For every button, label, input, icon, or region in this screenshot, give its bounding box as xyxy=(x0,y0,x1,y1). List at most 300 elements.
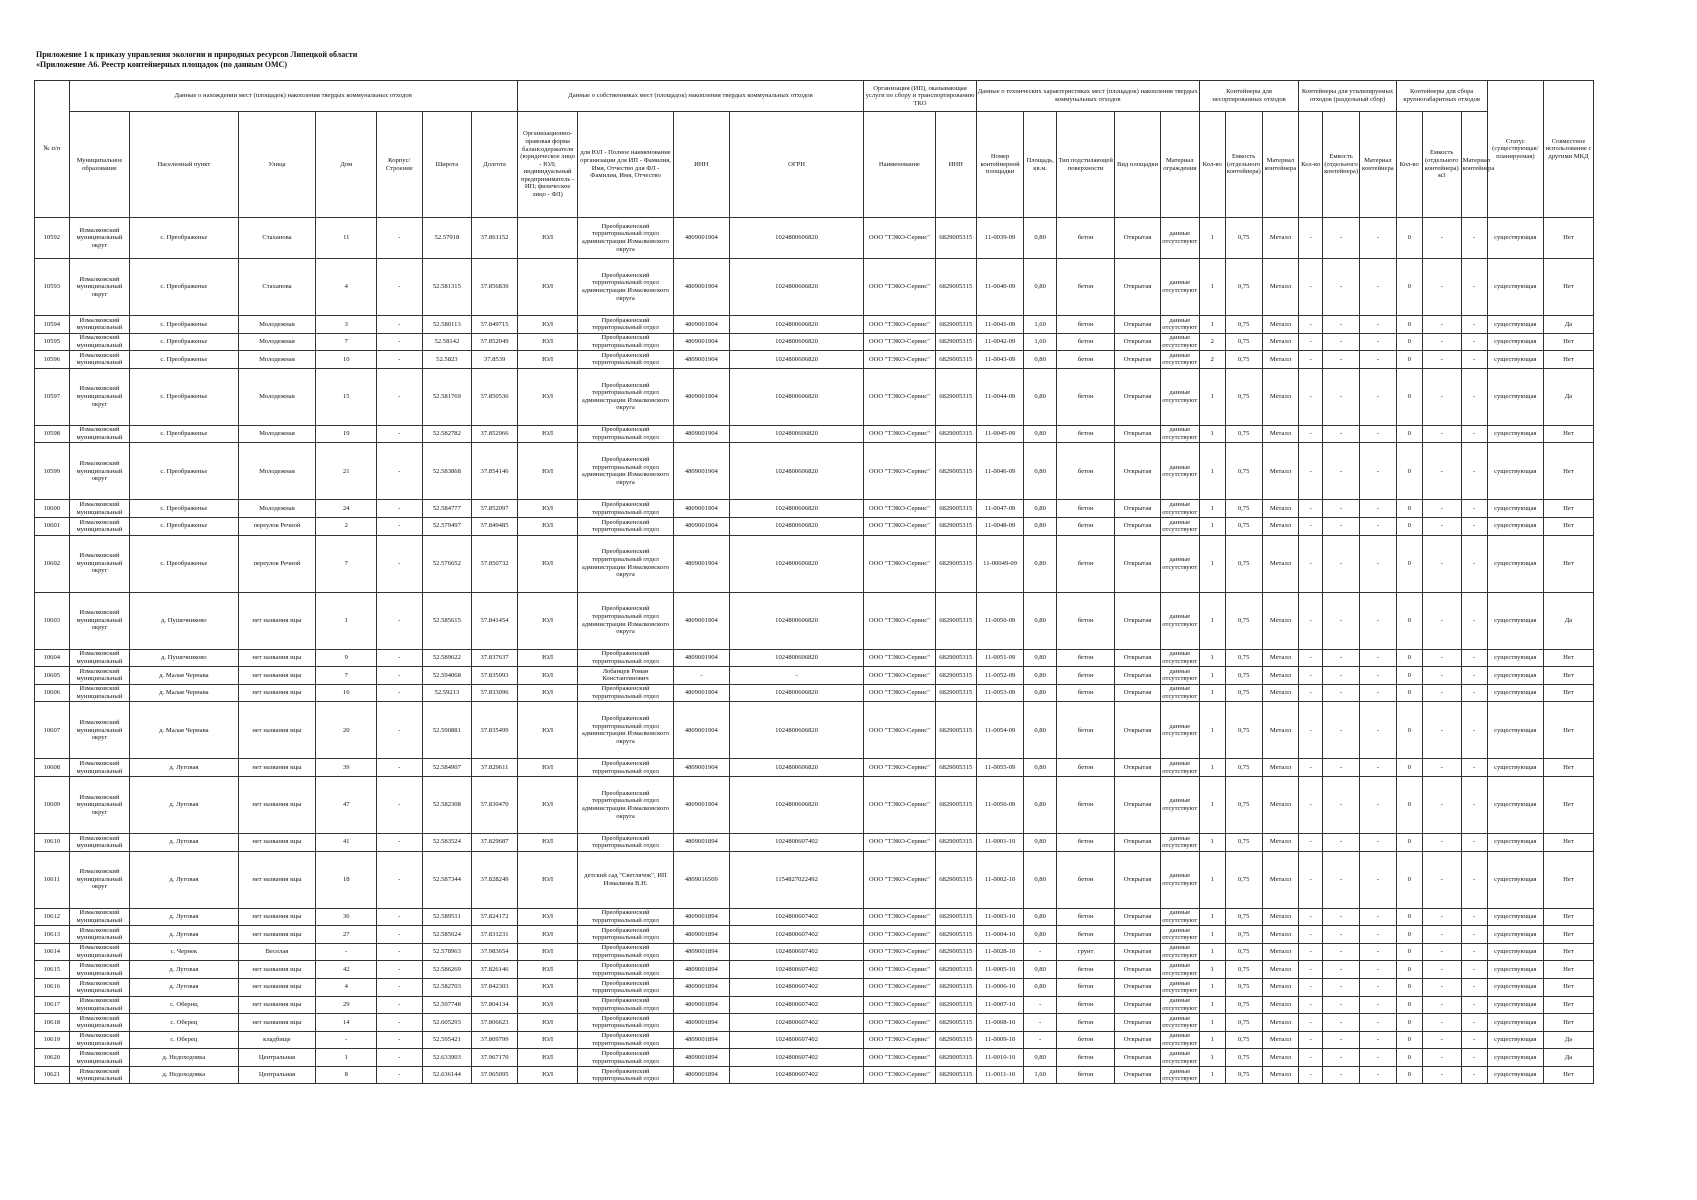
cell-owner-name: Преображенский территориальный отдел администрации Измалковского округа xyxy=(578,259,673,316)
cell-bulky-count: 0 xyxy=(1396,218,1422,259)
cell-bulky-material: - xyxy=(1461,759,1487,777)
cell-area: 1,60 xyxy=(1024,316,1056,334)
table-row xyxy=(35,1066,1594,1084)
cell-recyclable-count: - xyxy=(1299,649,1323,667)
cell-owner-ogrn: 1024800606820 xyxy=(729,351,863,369)
cell-operator-name: ООО "ТЭКО-Сервис" xyxy=(864,517,935,535)
cell-municipality: Измалковский муниципальный xyxy=(69,996,130,1014)
cell-site-number: 11-0052-09 xyxy=(976,667,1024,685)
cell-street: Молодежная xyxy=(238,500,316,518)
cell-recyclable-count: - xyxy=(1299,316,1323,334)
cell-bulky-material: - xyxy=(1461,316,1487,334)
cell-longitude: 37.965095 xyxy=(472,1066,518,1084)
cell-longitude: 37.983654 xyxy=(472,943,518,961)
cell-area: 0,80 xyxy=(1024,926,1056,944)
cell-shared-use: Нет xyxy=(1543,978,1593,996)
cell-house: 19 xyxy=(316,425,377,443)
cell-unsorted-count: 1 xyxy=(1199,776,1225,833)
cell-bulky-count: 0 xyxy=(1396,833,1422,851)
cell-unsorted-count: 1 xyxy=(1199,684,1225,702)
cell-owner-inn: 4809001894 xyxy=(673,1066,729,1084)
cell-recyclable-material: - xyxy=(1359,926,1396,944)
cell-recyclable-volume: - xyxy=(1323,978,1360,996)
cell-surface-type: бетон xyxy=(1056,259,1114,316)
cell-fence-material: данные отсутствуют xyxy=(1162,1049,1198,1065)
cell-owner-ogrn: 1024800607402 xyxy=(729,961,863,979)
cell-bulky-count: 0 xyxy=(1396,351,1422,369)
cell-house: 29 xyxy=(316,996,377,1014)
cell-owner-inn: 4809001904 xyxy=(673,759,729,777)
cell-latitude: 52.595421 xyxy=(422,1031,472,1049)
cell-bulky-count: 0 xyxy=(1396,1049,1422,1067)
cell-status: существующая xyxy=(1487,759,1543,777)
cell-recyclable-material: - xyxy=(1359,667,1396,685)
cell-site-type: Открытая xyxy=(1115,851,1160,908)
cell-owner-name: Преображенский территориальный отдел xyxy=(578,351,673,369)
cell-owner-ogrn: 1024800607402 xyxy=(729,978,863,996)
cell-operator-name: ООО "ТЭКО-Сервис" xyxy=(864,667,935,685)
cell-operator-name: ООО "ТЭКО-Сервис" xyxy=(864,926,935,944)
cell-area: 0,80 xyxy=(1024,961,1056,979)
cell-owner-name: Преображенский территориальный отдел xyxy=(578,943,673,961)
cell-building: - xyxy=(377,759,422,777)
cell-site-number: 11-0051-09 xyxy=(976,649,1024,667)
cell-surface-type: бетон xyxy=(1056,776,1114,833)
cell-bulky-volume: - xyxy=(1422,943,1461,961)
cell-house: 11 xyxy=(316,218,377,259)
cell-row-index: 10606 xyxy=(35,684,70,702)
cell-recyclable-material: - xyxy=(1359,1066,1396,1084)
cell-municipality: Измалковский муниципальный округ xyxy=(69,592,130,649)
cell-recyclable-material: - xyxy=(1359,443,1396,500)
cell-recyclable-count: - xyxy=(1299,961,1323,979)
cell-unsorted-count: 1 xyxy=(1199,259,1225,316)
cell-unsorted-count: 1 xyxy=(1199,517,1225,535)
cell-recyclable-material: - xyxy=(1359,535,1396,592)
col-lat-header: Широта xyxy=(422,112,472,218)
cell-legal-form: ЮЛ xyxy=(517,996,578,1014)
cell-owner-inn: 4809001894 xyxy=(673,1014,729,1032)
cell-status: существующая xyxy=(1487,443,1543,500)
cell-surface-type: бетон xyxy=(1056,908,1114,926)
cell-building: - xyxy=(377,1014,422,1032)
cell-operator-inn: 6829005315 xyxy=(935,316,976,334)
cell-owner-ogrn: 1024800606820 xyxy=(729,517,863,535)
cell-recyclable-material: - xyxy=(1359,333,1396,351)
cell-site-type: Открытая xyxy=(1115,908,1160,926)
table-row xyxy=(35,667,1594,685)
cell-unsorted-material: Металл xyxy=(1262,649,1299,667)
cell-municipality: Измалковский муниципальный xyxy=(69,333,130,351)
cell-recyclable-material: - xyxy=(1359,218,1396,259)
cell-unsorted-volume: 0,75 xyxy=(1225,759,1262,777)
cell-area: 1,60 xyxy=(1024,333,1056,351)
cell-recyclable-count: - xyxy=(1299,996,1323,1014)
cell-owner-ogrn: 1024800606820 xyxy=(729,443,863,500)
group-owner-header: Данные о собственниках мест (площадок) накопления твердых коммунальных отходов xyxy=(517,81,863,112)
cell-street: Центральная xyxy=(238,1066,316,1084)
cell-shared-use: Нет xyxy=(1543,218,1593,259)
cell-unsorted-count: 1 xyxy=(1199,649,1225,667)
cell-settlement: д. Пушечниково xyxy=(130,649,238,667)
table-row xyxy=(35,517,1594,535)
cell-owner-name: Преображенский территориальный отдел xyxy=(578,500,673,518)
cell-building: - xyxy=(377,1049,422,1067)
cell-bulky-count: 0 xyxy=(1396,425,1422,443)
cell-site-number: 11-0002-10 xyxy=(976,851,1024,908)
cell-recyclable-volume: - xyxy=(1323,702,1360,759)
cell-status: существующая xyxy=(1487,368,1543,425)
cell-site-type: Открытая xyxy=(1115,978,1160,996)
cell-area: 0,80 xyxy=(1024,851,1056,908)
cell-settlement: д. Недоходовка xyxy=(130,1049,238,1067)
cell-bulky-volume: - xyxy=(1422,592,1461,649)
cell-settlement: д. Пушечниково xyxy=(130,592,238,649)
cell-recyclable-material: - xyxy=(1359,1049,1396,1067)
col-owner-name-header: для ЮЛ - Полное наименование организации для ИП - Фамилия, Имя, Отчество для ФЛ - Фамилия, Имя, Отчество xyxy=(578,112,673,218)
cell-row-index: 10618 xyxy=(35,1014,70,1032)
cell-bulky-volume: - xyxy=(1422,833,1461,851)
cell-site-number: 11-0041-09 xyxy=(976,316,1024,334)
cell-legal-form: ЮЛ xyxy=(517,351,578,369)
cell-owner-name: Преображенский территориальный отдел xyxy=(578,333,673,351)
cell-status: существующая xyxy=(1487,333,1543,351)
table-row xyxy=(35,649,1594,667)
cell-unsorted-count: 1 xyxy=(1199,702,1225,759)
cell-unsorted-volume: 0,75 xyxy=(1225,1066,1262,1084)
cell-operator-name: ООО "ТЭКО-Сервис" xyxy=(864,1066,935,1084)
cell-latitude: 52.582308 xyxy=(422,776,472,833)
cell-status: существующая xyxy=(1487,961,1543,979)
cell-shared-use: Нет xyxy=(1543,351,1593,369)
cell-bulky-material: - xyxy=(1461,908,1487,926)
cell-unsorted-material: Металл xyxy=(1262,443,1299,500)
cell-unsorted-volume: 0,75 xyxy=(1225,978,1262,996)
cell-site-number: 11-0055-09 xyxy=(976,759,1024,777)
cell-operator-inn: 6829005315 xyxy=(935,961,976,979)
cell-municipality: Измалковский муниципальный xyxy=(69,1031,130,1049)
cell-fence-material: данные отсутствуют xyxy=(1162,667,1198,683)
cell-building: - xyxy=(377,649,422,667)
cell-site-type: Открытая xyxy=(1115,1066,1160,1084)
cell-recyclable-count: - xyxy=(1299,1049,1323,1067)
cell-longitude: 37.831231 xyxy=(472,926,518,944)
cell-building: - xyxy=(377,684,422,702)
cell-street: нет названия ицы xyxy=(238,684,316,702)
cell-recyclable-count: - xyxy=(1299,368,1323,425)
cell-owner-ogrn: 1024800606820 xyxy=(729,425,863,443)
cell-recyclable-count: - xyxy=(1299,1066,1323,1084)
cell-bulky-count: 0 xyxy=(1396,535,1422,592)
cell-longitude: 37.828249 xyxy=(472,851,518,908)
cell-bulky-material: - xyxy=(1461,259,1487,316)
table-row xyxy=(35,926,1594,944)
cell-recyclable-count: - xyxy=(1299,425,1323,443)
cell-fence-material: данные отсутствуют xyxy=(1162,1067,1198,1083)
cell-bulky-count: 0 xyxy=(1396,316,1422,334)
cell-status: существующая xyxy=(1487,649,1543,667)
cell-bulky-count: 0 xyxy=(1396,649,1422,667)
cell-owner-ogrn: 1024800606820 xyxy=(729,535,863,592)
cell-house: 1 xyxy=(316,1049,377,1067)
cell-owner-name: Преображенский территориальный отдел xyxy=(578,649,673,667)
cell-recyclable-material: - xyxy=(1359,425,1396,443)
cell-shared-use: Да xyxy=(1543,1049,1593,1067)
cell-owner-inn: 4809001904 xyxy=(673,316,729,334)
cell-bulky-volume: - xyxy=(1422,1066,1461,1084)
cell-operator-inn: 6829005315 xyxy=(935,684,976,702)
cell-bulky-volume: - xyxy=(1422,425,1461,443)
cell-settlement: с. Преображенье xyxy=(130,333,238,351)
table-row xyxy=(35,943,1594,961)
cell-shared-use: Нет xyxy=(1543,833,1593,851)
cell-owner-inn: 4809001904 xyxy=(673,218,729,259)
group-operator-header: Организация (ИП), оказывающая услуги по сбору и транспортированию ТКО xyxy=(864,81,977,112)
cell-street: нет названия ицы xyxy=(238,851,316,908)
cell-unsorted-volume: 0,75 xyxy=(1225,316,1262,334)
col-legal-form-header: Организационно-правовая форма балансодержателя (юридическое лицо - ЮЛ; индивидуальный предприниматель - ИП; физическое лицо - ФЛ) xyxy=(517,112,578,218)
cell-surface-type: бетон xyxy=(1056,649,1114,667)
cell-unsorted-material: Металл xyxy=(1262,316,1299,334)
cell-building: - xyxy=(377,368,422,425)
cell-longitude: 37.8539 xyxy=(472,351,518,369)
cell-owner-ogrn: 1024800607402 xyxy=(729,1049,863,1067)
cell-operator-name: ООО "ТЭКО-Сервис" xyxy=(864,776,935,833)
cell-owner-inn: 4809001904 xyxy=(673,592,729,649)
cell-building: - xyxy=(377,978,422,996)
cell-recyclable-volume: - xyxy=(1323,759,1360,777)
cell-longitude: 37.849485 xyxy=(472,517,518,535)
cell-fence-material: данные отсутствуют xyxy=(1160,535,1199,592)
col-ogrn-header: ОГРН xyxy=(729,112,863,218)
cell-street: нет названия ицы xyxy=(238,592,316,649)
cell-unsorted-volume: 0,75 xyxy=(1225,592,1262,649)
cell-owner-inn: 4809001904 xyxy=(673,702,729,759)
cell-recyclable-material: - xyxy=(1359,996,1396,1014)
cell-latitude: 52.581769 xyxy=(422,368,472,425)
cell-legal-form: ЮЛ xyxy=(517,833,578,851)
table-row xyxy=(35,333,1594,351)
cell-unsorted-material: Металл xyxy=(1262,996,1299,1014)
cell-site-type: Открытая xyxy=(1115,833,1160,851)
cell-unsorted-count: 1 xyxy=(1199,316,1225,334)
cell-row-index: 10596 xyxy=(35,351,70,369)
cell-building: - xyxy=(377,218,422,259)
cell-legal-form: ЮЛ xyxy=(517,517,578,535)
cell-latitude: 52.585615 xyxy=(422,592,472,649)
cell-bulky-volume: - xyxy=(1422,759,1461,777)
cell-bulky-count: 0 xyxy=(1396,1014,1422,1032)
cell-operator-inn: 6829005315 xyxy=(935,535,976,592)
table-row xyxy=(35,1014,1594,1032)
cell-row-index: 10599 xyxy=(35,443,70,500)
cell-unsorted-volume: 0,75 xyxy=(1225,684,1262,702)
cell-legal-form: ЮЛ xyxy=(517,425,578,443)
cell-owner-inn: 4809016509 xyxy=(673,851,729,908)
cell-recyclable-material: - xyxy=(1359,776,1396,833)
table-row xyxy=(35,425,1594,443)
cell-street: Центральная xyxy=(238,1049,316,1067)
cell-shared-use: Да xyxy=(1543,592,1593,649)
cell-surface-type: бетон xyxy=(1056,996,1114,1014)
cell-surface-type: бетон xyxy=(1056,517,1114,535)
cell-recyclable-material: - xyxy=(1359,500,1396,518)
cell-legal-form: ЮЛ xyxy=(517,316,578,334)
cell-municipality: Измалковский муниципальный xyxy=(69,908,130,926)
cell-fence-material: данные отсутствуют xyxy=(1162,685,1198,701)
cell-settlement: с. Преображенье xyxy=(130,259,238,316)
cell-row-index: 10605 xyxy=(35,667,70,685)
cell-bulky-volume: - xyxy=(1422,702,1461,759)
cell-municipality: Измалковский муниципальный округ xyxy=(69,851,130,908)
cell-owner-name: детский сад "Светлячок", ИП Измалкова В.Н. xyxy=(578,851,673,908)
cell-house: 1 xyxy=(316,592,377,649)
col-house-header: Дом xyxy=(316,112,377,218)
cell-longitude: 37.826146 xyxy=(472,961,518,979)
cell-recyclable-material: - xyxy=(1359,759,1396,777)
cell-row-index: 10600 xyxy=(35,500,70,518)
cell-house: - xyxy=(316,943,377,961)
cell-site-number: 11-0005-10 xyxy=(976,961,1024,979)
cell-unsorted-material: Металл xyxy=(1262,943,1299,961)
cell-owner-inn: 4809001894 xyxy=(673,926,729,944)
cell-surface-type: бетон xyxy=(1056,961,1114,979)
cell-settlement: с. Преображенье xyxy=(130,316,238,334)
cell-fence-material: данные отсутствуют xyxy=(1162,760,1198,775)
cell-unsorted-material: Металл xyxy=(1262,702,1299,759)
cell-building: - xyxy=(377,776,422,833)
cell-longitude: 37.833096 xyxy=(472,684,518,702)
cell-bulky-material: - xyxy=(1461,684,1487,702)
cell-bulky-material: - xyxy=(1461,776,1487,833)
cell-bulky-material: - xyxy=(1461,500,1487,518)
cell-owner-ogrn: 1024800606820 xyxy=(729,218,863,259)
cell-operator-inn: 6829005315 xyxy=(935,1031,976,1049)
cell-latitude: 52.582703 xyxy=(422,978,472,996)
cell-area: - xyxy=(1024,1014,1056,1032)
table-row xyxy=(35,1049,1594,1067)
container-sites-register-table xyxy=(34,80,1594,1084)
cell-recyclable-count: - xyxy=(1299,702,1323,759)
cell-operator-inn: 6829005315 xyxy=(935,996,976,1014)
cell-owner-inn: 4809001894 xyxy=(673,833,729,851)
cell-owner-ogrn: 1024800606820 xyxy=(729,684,863,702)
cell-owner-inn: 4809001904 xyxy=(673,368,729,425)
cell-longitude: 37.830470 xyxy=(472,776,518,833)
cell-latitude: 52.589622 xyxy=(422,649,472,667)
cell-recyclable-volume: - xyxy=(1323,218,1360,259)
cell-settlement: д. Луговая xyxy=(130,851,238,908)
cell-municipality: Измалковский муниципальный xyxy=(69,500,130,518)
cell-building: - xyxy=(377,351,422,369)
cell-site-type: Открытая xyxy=(1115,316,1160,334)
cell-latitude: 52.57918 xyxy=(422,218,472,259)
cell-unsorted-volume: 0,75 xyxy=(1225,333,1262,351)
cell-recyclable-material: - xyxy=(1359,649,1396,667)
cell-municipality: Измалковский муниципальный xyxy=(69,1014,130,1032)
cell-bulky-volume: - xyxy=(1422,649,1461,667)
cell-settlement: с. Оберец xyxy=(130,1031,238,1049)
cell-recyclable-count: - xyxy=(1299,333,1323,351)
cell-longitude: 37.806623 xyxy=(472,1014,518,1032)
cell-unsorted-volume: 0,75 xyxy=(1225,851,1262,908)
cell-shared-use: Нет xyxy=(1543,1014,1593,1032)
cell-bulky-volume: - xyxy=(1422,776,1461,833)
cell-site-number: 11-0053-09 xyxy=(976,684,1024,702)
cell-bulky-count: 0 xyxy=(1396,333,1422,351)
cell-bulky-material: - xyxy=(1461,218,1487,259)
cell-surface-type: бетон xyxy=(1056,667,1114,685)
cell-owner-inn: 4809001904 xyxy=(673,425,729,443)
cell-shared-use: Нет xyxy=(1543,851,1593,908)
cell-legal-form: ЮЛ xyxy=(517,333,578,351)
cell-area: 0,80 xyxy=(1024,592,1056,649)
cell-operator-inn: 6829005315 xyxy=(935,908,976,926)
cell-shared-use: Нет xyxy=(1543,517,1593,535)
cell-owner-name: Преображенский территориальный отдел xyxy=(578,926,673,944)
cell-row-index: 10615 xyxy=(35,961,70,979)
cell-owner-name: Преображенский территориальный отдел администрации Измалковского округа xyxy=(578,776,673,833)
cell-bulky-volume: - xyxy=(1422,351,1461,369)
cell-recyclable-material: - xyxy=(1359,978,1396,996)
cell-bulky-material: - xyxy=(1461,926,1487,944)
cell-site-number: 11-0045-09 xyxy=(976,425,1024,443)
cell-site-type: Открытая xyxy=(1115,443,1160,500)
cell-site-type: Открытая xyxy=(1115,333,1160,351)
cell-house: 14 xyxy=(316,1014,377,1032)
cell-status: существующая xyxy=(1487,926,1543,944)
cell-recyclable-volume: - xyxy=(1323,592,1360,649)
cell-legal-form: ЮЛ xyxy=(517,1014,578,1032)
cell-row-index: 10602 xyxy=(35,535,70,592)
col-building-header: Корпус/Строение xyxy=(377,112,422,218)
col-index-header: № п/п xyxy=(35,81,70,218)
cell-surface-type: бетон xyxy=(1056,1066,1114,1084)
cell-owner-ogrn: 1024800606820 xyxy=(729,500,863,518)
cell-status: существующая xyxy=(1487,500,1543,518)
cell-shared-use: Нет xyxy=(1543,702,1593,759)
cell-unsorted-material: Металл xyxy=(1262,517,1299,535)
col-street-header: Улица xyxy=(238,112,316,218)
cell-street: нет названия ицы xyxy=(238,833,316,851)
cell-owner-inn: 4809001894 xyxy=(673,908,729,926)
col-lon-header: Долгота xyxy=(472,112,518,218)
cell-bulky-volume: - xyxy=(1422,316,1461,334)
cell-surface-type: бетон xyxy=(1056,316,1114,334)
cell-recyclable-count: - xyxy=(1299,1031,1323,1049)
cell-recyclable-material: - xyxy=(1359,316,1396,334)
cell-bulky-material: - xyxy=(1461,1066,1487,1084)
cell-site-type: Открытая xyxy=(1115,1031,1160,1049)
cell-legal-form: ЮЛ xyxy=(517,684,578,702)
cell-owner-inn: 4809001894 xyxy=(673,978,729,996)
cell-recyclable-count: - xyxy=(1299,218,1323,259)
cell-operator-inn: 6829005315 xyxy=(935,851,976,908)
cell-row-index: 10616 xyxy=(35,978,70,996)
cell-unsorted-count: 1 xyxy=(1199,500,1225,518)
table-row xyxy=(35,851,1594,908)
cell-status: существующая xyxy=(1487,1049,1543,1067)
cell-status: существующая xyxy=(1487,425,1543,443)
cell-building: - xyxy=(377,908,422,926)
register-table-body xyxy=(35,218,1594,1084)
cell-unsorted-volume: 0,75 xyxy=(1225,351,1262,369)
cell-unsorted-volume: 0,75 xyxy=(1225,908,1262,926)
cell-row-index: 10614 xyxy=(35,943,70,961)
cell-bulky-volume: - xyxy=(1422,1031,1461,1049)
cell-site-number: 11-0042-09 xyxy=(976,333,1024,351)
cell-owner-ogrn: 1024800606820 xyxy=(729,316,863,334)
